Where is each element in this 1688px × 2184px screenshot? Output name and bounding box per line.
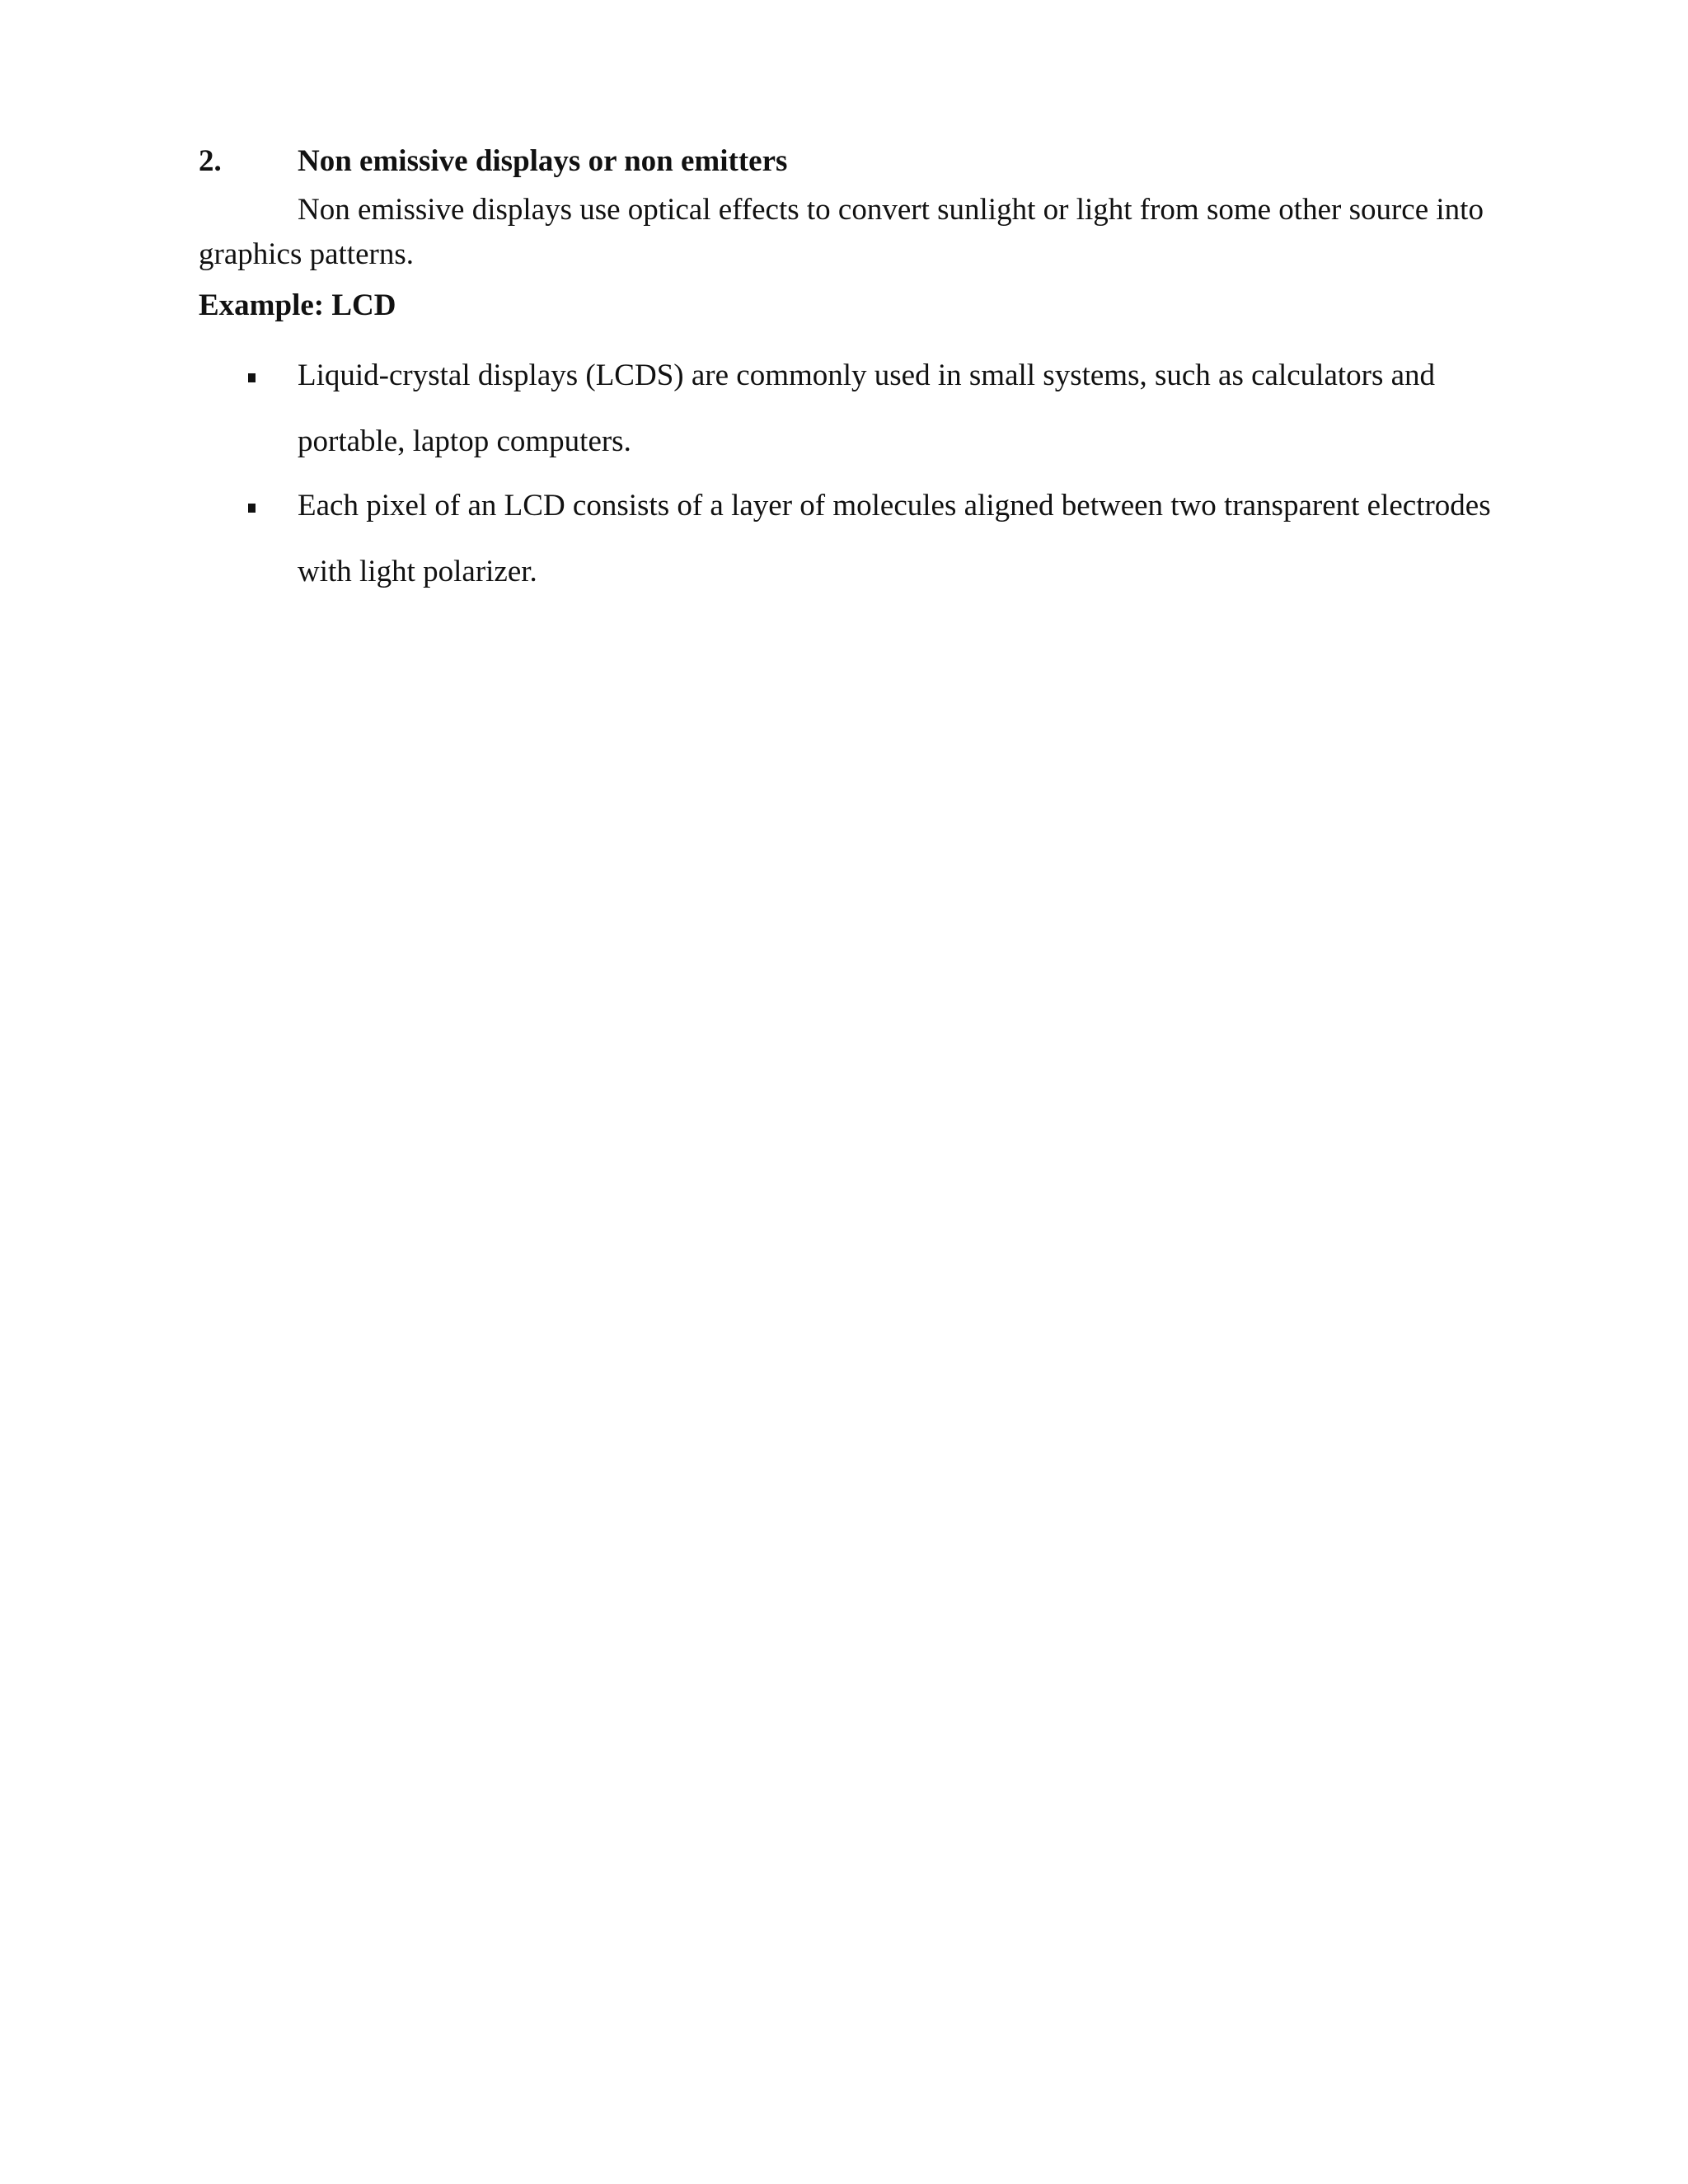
bullet-text: Each pixel of an LCD consists of a layer of molecules aligned between two transparent electrodes with light polarizer. [298, 489, 1491, 588]
section-heading [199, 140, 1517, 183]
bullet-list [199, 343, 1517, 605]
square-bullet-icon [248, 343, 265, 409]
section-paragraph: Non emissive displays use optical effects to convert sunlight or light from some other source into graphics patterns. [199, 193, 1484, 271]
page-content [199, 140, 1517, 603]
example-label: Example: LCD [199, 288, 396, 322]
list-item [199, 343, 1517, 475]
section-number: 2. [199, 144, 222, 178]
bullet-text: Liquid-crystal displays (LCDS) are commonly used in small systems, such as calculators and portable, laptop computers. [298, 359, 1436, 458]
list-item [199, 473, 1517, 605]
square-bullet-icon [248, 473, 265, 539]
section-title: Non emissive displays or non emitters [298, 144, 788, 178]
